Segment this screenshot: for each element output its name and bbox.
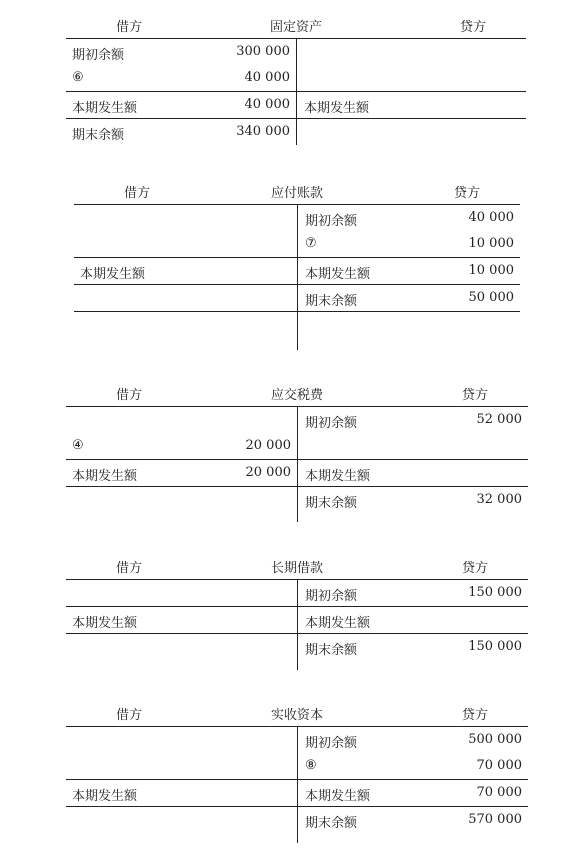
- ledger-row: [66, 433, 528, 459]
- ledger-row: [66, 459, 528, 486]
- credit-value: 32 000: [476, 492, 522, 507]
- credit-value: 52 000: [476, 412, 522, 427]
- credit-value: 500 000: [468, 732, 522, 747]
- debit-value: 340 000: [236, 124, 290, 139]
- debit-value: 40 000: [244, 97, 290, 112]
- t-account-fixed-assets: [66, 12, 526, 145]
- credit-label: 本期发生额: [305, 789, 371, 804]
- account-body: [66, 579, 528, 670]
- credit-label: ⑦: [305, 236, 317, 251]
- credit-heading: 贷方: [459, 20, 486, 35]
- ledger-row: [74, 284, 520, 311]
- debit-label: 期末余额: [72, 128, 125, 143]
- ledger-row: [66, 486, 528, 513]
- ledger-row: [66, 39, 526, 65]
- account-header: [66, 553, 528, 579]
- credit-value: 570 000: [468, 812, 522, 827]
- t-account-paid-in-capital: [66, 700, 528, 843]
- t-account-taxes-payable: [66, 380, 528, 522]
- debit-label: 本期发生额: [72, 616, 138, 631]
- credit-heading: 贷方: [461, 708, 488, 723]
- credit-value: 40 000: [468, 210, 514, 225]
- ledger-row: [66, 806, 528, 833]
- account-title: 实收资本: [270, 708, 323, 723]
- debit-label: 本期发生额: [72, 469, 138, 484]
- credit-label: 本期发生额: [304, 101, 370, 116]
- debit-value: 300 000: [236, 44, 290, 59]
- t-account-accounts-payable: [74, 178, 520, 350]
- debit-heading: 借方: [116, 388, 143, 403]
- debit-label: ⑥: [72, 70, 84, 85]
- credit-label: 期末余额: [305, 643, 358, 658]
- credit-heading: 贷方: [461, 561, 488, 576]
- credit-value: 150 000: [468, 585, 522, 600]
- debit-heading: 借方: [116, 20, 143, 35]
- ledger-row: [74, 311, 520, 338]
- credit-heading: 贷方: [461, 388, 488, 403]
- credit-value: 10 000: [468, 236, 514, 251]
- ledger-row: [66, 407, 528, 433]
- credit-value: 10 000: [468, 263, 514, 278]
- ledger-row: [66, 65, 526, 91]
- credit-label: 期初余额: [305, 589, 358, 604]
- credit-value: 70 000: [476, 758, 522, 773]
- account-body: [66, 406, 528, 522]
- account-title: 应付账款: [270, 186, 323, 201]
- account-header: [66, 12, 526, 38]
- debit-heading: 借方: [116, 561, 143, 576]
- credit-label: 期初余额: [305, 416, 358, 431]
- credit-label: 期末余额: [305, 496, 358, 511]
- credit-label: 期初余额: [305, 736, 358, 751]
- credit-label: 本期发生额: [305, 267, 371, 282]
- debit-label: 本期发生额: [80, 267, 146, 282]
- credit-value: 70 000: [476, 785, 522, 800]
- account-title: 固定资产: [269, 20, 322, 35]
- account-header: [66, 700, 528, 726]
- credit-label: 本期发生额: [305, 469, 371, 484]
- account-header: [74, 178, 520, 204]
- credit-heading: 贷方: [453, 186, 480, 201]
- account-body: [66, 726, 528, 843]
- ledger-row: [66, 779, 528, 806]
- debit-value: 20 000: [245, 465, 291, 480]
- ledger-row: [74, 205, 520, 231]
- ledger-row: [66, 727, 528, 753]
- debit-heading: 借方: [124, 186, 151, 201]
- credit-value: 150 000: [468, 639, 522, 654]
- debit-heading: 借方: [116, 708, 143, 723]
- credit-label: 期末余额: [305, 816, 358, 831]
- account-body: [66, 38, 526, 145]
- credit-label: 期末余额: [305, 294, 358, 309]
- credit-label: ⑧: [305, 758, 317, 773]
- account-header: [66, 380, 528, 406]
- debit-label: 本期发生额: [72, 101, 138, 116]
- debit-value: 40 000: [244, 70, 290, 85]
- t-account-long-term-loans: [66, 553, 528, 670]
- ledger-row: [66, 606, 528, 633]
- credit-label: 本期发生额: [305, 616, 371, 631]
- ledger-row: [66, 91, 526, 118]
- ledger-row: [66, 633, 528, 660]
- ledger-row: [66, 580, 528, 606]
- ledger-row: [74, 257, 520, 284]
- ledger-row: [66, 118, 526, 145]
- credit-label: 期初余额: [305, 214, 358, 229]
- account-title: 应交税费: [270, 388, 323, 403]
- account-title: 长期借款: [270, 561, 323, 576]
- debit-label: 本期发生额: [72, 789, 138, 804]
- account-body: [74, 204, 520, 350]
- debit-value: 20 000: [245, 438, 291, 453]
- debit-label: ④: [72, 438, 84, 453]
- ledger-row: [66, 753, 528, 779]
- ledger-row: [74, 231, 520, 257]
- debit-label: 期初余额: [72, 48, 125, 63]
- credit-value: 50 000: [468, 290, 514, 305]
